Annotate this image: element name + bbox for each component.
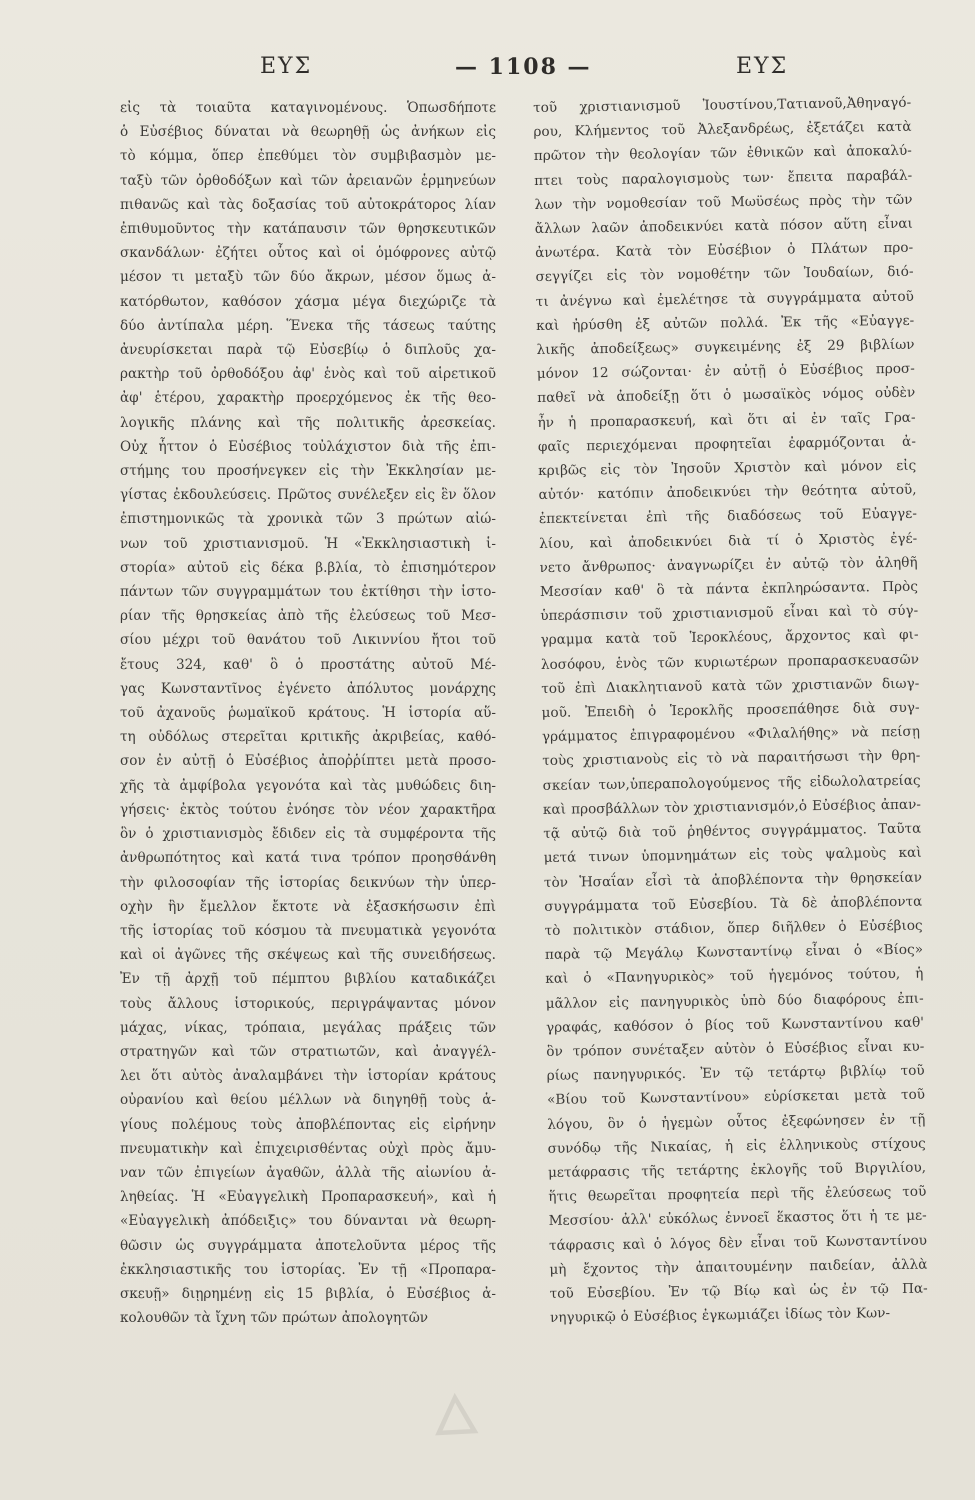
text-line: τὴν φιλοσοφίαν τῆς ἱστορίας δεικνύων τὴν ὑπερ- xyxy=(120,874,496,891)
text-line: Οὐχ ἧττον ὁ Εὐσέβιος τοὐλάχιστον διὰ τῆς ἐπι- xyxy=(120,438,496,455)
text-line: οὐρανίου καὶ θείου μέλλων νὰ διηγηθῇ τοὺς ἁ- xyxy=(120,1092,496,1109)
text-line: γραφάς, καθόσον ὁ βίος τοῦ Κωνσταντίνου καθ' xyxy=(545,1014,925,1036)
text-line: πνευματικὴν καὶ ἐπιχειρισθέντας οὐχὶ πρὸς ἄμυ- xyxy=(120,1140,496,1157)
text-line: στορία» αὐτοῦ εἰς δέκα β.βλία, τὸ ἐπισημότερον xyxy=(120,559,496,576)
text-line: «Εὐαγγελικὴ ἀπόδειξις» του δύνανται νὰ θεωρη- xyxy=(120,1213,496,1230)
text-line: θῶσιν ὡς συγγράμματα ἀποτελοῦντα μέρος τῆς xyxy=(120,1237,496,1254)
text-line: μὴ ἔχοντος τὴν ἀπαιτουμένην παιδείαν, ἀλλὰ xyxy=(549,1256,928,1278)
text-line: κριβῶς εἰς τὸν Ἰησοῦν Χριστὸν καὶ μόνον εἰς xyxy=(538,457,917,480)
text-line: μετά τινων ὑπομνημάτων εἰς τοὺς ψαλμοὺς καὶ xyxy=(543,844,922,867)
text-line: γήσεις· ἐκτὸς τούτου ἐνόησε τὸν νέον χαρακτῆρα xyxy=(120,801,496,818)
text-line: μάχας, νίκας, τρόπαια, μεγάλας πράξεις τῶν xyxy=(120,1019,496,1036)
text-line: μέσον τι μεταξὺ τῶν δύο ἄκρων, μέσον ὅμως ἀ- xyxy=(120,269,496,286)
text-line: λίου, καὶ ἀποδεικνύει διὰ τί ὁ Χριστὸς ἐγέ- xyxy=(539,530,918,552)
header-right-word: ΕΥΣ xyxy=(736,54,789,79)
text-line: γραμμα κατὰ τοῦ Ἱεροκλέους, ἄρχοντος καὶ φι- xyxy=(540,627,919,649)
text-line: καὶ οἱ ἀγῶνες τῆς σκέψεως καὶ τῆς συνειδήσεως. xyxy=(120,947,496,964)
text-line: Ἐν τῇ ἀρχῇ τοῦ πέμπτου βιβλίου καταδικάζει xyxy=(120,971,496,988)
text-line: ἐπιθυμοῦντος τὴν κατάπαυσιν τῶν θρησκευτικῶν xyxy=(120,221,496,238)
text-line: τὸν Ἡσαΐαν εἶσὶ τὰ ἀποβλέποντα τὴν θρησκείαν xyxy=(543,869,923,891)
text-line: σίου μέχρι τοῦ θανάτου τοῦ Λικιννίου ἤτοι τοῦ xyxy=(120,632,496,649)
text-line: συγγράμματα τοῦ Εὐσεβίου. Τὰ δὲ ἀποβλέποντα xyxy=(544,893,923,915)
text-line: πρῶτον τὴν θεολογίαν τῶν ἐθνικῶν καὶ ἀποκαλύ- xyxy=(533,143,912,165)
text-line: Μεσσίαν καθ' ὃ τὰ πάντα ἐκπληρώσαντα. Πρὸς xyxy=(539,578,919,601)
page-number: — 1108 — xyxy=(455,54,592,80)
header-left-word: ΕΥΣ xyxy=(260,54,313,79)
text-line: γράμματος ἐπιγραφομένου «Φιλαλήθης» νὰ πείσῃ xyxy=(541,723,921,746)
page-header xyxy=(110,54,830,90)
text-line: σεγγίζει εἰς τὸν νομοθέτην τῶν Ἰουδαίων, διό- xyxy=(535,264,914,286)
text-line: ὑπεράσπισιν τοῦ χριστιανισμοῦ εἶναι καὶ τὸ σύγ- xyxy=(540,602,919,625)
text-line: πάντων τῶν συγγραμμάτων του ἐκτίθησι τὴν ἱστο- xyxy=(120,584,496,601)
text-line: ἀνωτέρα. Κατὰ τὸν Εὐσέβιον ὁ Πλάτων προ- xyxy=(535,239,914,262)
text-line: ὁ Εὐσέβιος δύναται νὰ θεωρηθῇ ὡς ἀνήκων εἰς xyxy=(120,124,496,141)
text-line: δύο ἀντίπαλα μέρη. Ἕνεκα τῆς τάσεως ταύτης xyxy=(120,317,496,334)
text-line: ρου, Κλήμεντος τοῦ Ἀλεξανδρέως, ἐξετάζει κατὰ xyxy=(533,118,912,141)
text-line: καὶ ἠρύσθη ἐξ αὐτῶν πολλά. Ἐκ τῆς «Εὐαγγε- xyxy=(536,312,915,334)
text-line: τη οὐδόλως στερεῖται κριτικῆς ἀκριβείας, καθό- xyxy=(120,729,496,746)
text-line: ἔτους 324, καθ' ὃ ὁ προστάτης αὐτοῦ Μέ- xyxy=(120,656,496,673)
text-line: τάφρασις καὶ ὁ λόγος δὲν εἶναι τοῦ Κωνσταντίνου xyxy=(548,1232,928,1254)
text-line: τοὺς ἄλλους ἱστορικούς, περιγράψαντας μόνον xyxy=(120,995,496,1012)
text-line: συνόδῳ τῆς Νικαίας, ἡ εἰς ἑλληνικοὺς στίχους xyxy=(547,1135,926,1157)
text-line: πιθανῶς καὶ τὰς δοξασίας τοῦ αὐτοκράτορος λίαν xyxy=(120,196,496,213)
text-line: ληθείας. Ἡ «Εὐαγγελικὴ Προπαρασκευή», καὶ ἡ xyxy=(120,1189,496,1206)
text-line: ἀνθρωπότητος καὶ κατά τινα τρόπον προησθάνθη xyxy=(120,850,496,867)
left-text-column xyxy=(120,96,496,1330)
text-line: σον ἐν αὐτῇ ὁ Εὐσέβιος ἀποῤῥίπτει μετὰ προσο- xyxy=(120,753,496,770)
text-line: λει ὅτι αὐτὸς ἀναλαμβάνει τὴν ἱστορίαν κράτους xyxy=(120,1068,496,1085)
text-line: παρὰ τῷ Μεγάλῳ Κωνσταντίνῳ εἶναι ὁ «Βίος» xyxy=(544,941,924,964)
text-line: τοῦ ἀχανοῦς ῥωμαϊκοῦ κράτους. Ἡ ἱστορία αὕ- xyxy=(120,705,496,722)
text-line: τοῦ Εὐσεβίου. Ἐν τῷ Βίῳ καὶ ὡς ἐν τῷ Πα- xyxy=(549,1280,928,1302)
text-line: γίους πολέμους τοὺς ἀποβλέποντας εἰς εἰρήνην xyxy=(120,1116,496,1133)
text-line: τὸ κόμμα, ὅπερ ἐπεθύμει τὸν συμβιβασμὸν με- xyxy=(120,148,496,165)
text-line: σκανδάλων· ἐζήτει οὗτος καὶ οἱ ὁμόφρονες αὐτῷ xyxy=(120,245,496,262)
text-line: στρατηγῶν καὶ τῶν στρατιωτῶν, καὶ ἀναγγέλ- xyxy=(120,1043,496,1060)
text-line: ἄλλων λαῶν ἀποδεικνύει κατὰ πόσον αὕτη εἶναι xyxy=(534,215,913,238)
text-line: ἐπεκτείνεται ἐπὶ τῆς διαδόσεως τοῦ Εὐαγγε- xyxy=(538,506,917,528)
text-line: ταξὺ τῶν ὀρθοδόξων καὶ τῶν ἀρειανῶν ἑρμηνεύων xyxy=(120,172,496,189)
text-line: χῆς τὰ ἀμφίβολα γεγονότα καὶ τὰς μυθώδεις διη- xyxy=(120,777,496,794)
text-line: μᾶλλον εἰς πανηγυρικὸς ὑπὸ δύο διαφόρους ἐπι- xyxy=(545,990,924,1012)
text-line: γας Κωνσταντῖνος ἐγένετο ἀπόλυτος μονάρχης xyxy=(120,680,496,697)
text-line: ὃν ὁ χριστιανισμὸς ἔδιδεν εἰς τὰ συμφέροντα τῆς xyxy=(120,826,496,843)
text-line: ἀφ' ἑτέρου, χαρακτὴρ προερχόμενος ἐκ τῆς θεο- xyxy=(120,390,496,407)
text-line: νηγυρικῷ ὁ Εὐσέβιος ἐγκωμιάζει ἰδίως τὸν Κων- xyxy=(549,1305,891,1327)
text-line: οχὴν ἣν ἔμελλον ἔκτοτε νὰ ἐξασκήσωσιν ἐπὶ xyxy=(120,898,496,915)
text-line: ὃν τρόπον συνέταξεν αὐτὸν ὁ Εὐσέβιος εἶναι κυ- xyxy=(546,1038,925,1060)
text-line: ἦν ἡ προπαρασκευή, καὶ ὅτι αἱ ἐν ταῖς Γρα- xyxy=(537,409,916,431)
text-line: πτει τοὺς παραλογισμοὺς των· ἔπειτα παραβάλ- xyxy=(534,167,913,189)
text-line: λόγου, ὃν ὁ ἡγεμὼν οὗτος ἐξεφώνησεν ἐν τῇ xyxy=(547,1111,926,1133)
text-line: νετο ἄνθρωπος· ἀναγνωρίζει ἐν αὐτῷ τὸν ἀληθῆ xyxy=(539,554,918,576)
text-line: ναν τῶν ἐπιγείων ἀγαθῶν, ἀλλὰ τῆς αἰωνίου ἀ- xyxy=(120,1164,496,1181)
text-line: τὸ πολιτικὸν στάδιον, ὅπερ διῆλθεν ὁ Εὐσέβιος xyxy=(544,917,923,939)
right-text-column xyxy=(533,91,928,1331)
text-line: λων τὴν νομοθεσίαν τοῦ Μωϋσέως πρὸς τὴν τῶν xyxy=(534,191,913,213)
text-line: στήμης του προσήνεγκεν εἰς τὴν Ἐκκλησίαν με- xyxy=(120,463,496,480)
text-line: λογικῆς πλάνης καὶ τῆς πολιτικῆς ἀρεσκείας. xyxy=(120,414,496,431)
text-line: τοὺς χριστιανοὺς εἰς τὸ νὰ παραιτήσωσι τὴν θρη- xyxy=(542,748,921,770)
text-line: σκευῇ» διῃρημένῃ εἰς 15 βιβλία, ὁ Εὐσέβιος ἀ- xyxy=(120,1285,496,1302)
text-line: τοῦ χριστιανισμοῦ Ἰουστίνου,Τατιανοῦ,Ἀθηναγό- xyxy=(533,94,912,116)
text-line: λικῆς ἀποδείξεως» συγκειμένης ἐξ 29 βιβλίων xyxy=(536,336,915,359)
text-line: εἰς τὰ τοιαῦτα καταγινομένους. Ὁπωσδήποτε xyxy=(120,100,496,116)
text-line: ἥτις θεωρεῖται προφητεία περὶ τῆς ἐλεύσεως τοῦ xyxy=(548,1183,927,1206)
text-line: ρίαν τῆς θρησκείας ἀπὸ τῆς ἐλεύσεως τοῦ Μεσ- xyxy=(120,608,496,625)
text-line: Μεσσίου· ἀλλ' εὐκόλως ἐννοεῖ ἕκαστος ὅτι ἡ τε με- xyxy=(548,1207,927,1230)
text-line: τᾷ αὐτῷ διὰ τοῦ ῥηθέντος συγγράμματος. Ταῦτα xyxy=(543,820,922,843)
text-line: μόνον 12 σώζονται· ἐν αὐτῇ ὁ Εὐσέβιος προσ- xyxy=(536,360,915,383)
text-line: ἐπιστημονικῶς τὰ χρονικὰ τῶν 3 πρώτων αἰώ- xyxy=(120,511,496,528)
text-line: ἐκκλησιαστικῆς του ἱστορίας. Ἐν τῇ «Προπαρα- xyxy=(120,1261,496,1278)
text-line: μετάφρασις τῆς τετάρτης ἐκλογῆς τοῦ Βιργιλίου, xyxy=(547,1159,927,1181)
text-line: τοῦ ἐπὶ Διακλητιανοῦ κατὰ τῶν χριστιανῶν διωγ- xyxy=(541,675,920,697)
text-line: τι ἀνέγνω καὶ ἐμελέτησε τὰ συγγράμματα αὐτοῦ xyxy=(535,288,914,310)
text-line: φαῖς περιεχόμεναι προφητεῖαι ἐφαρμόζονται ἀ- xyxy=(537,433,916,455)
text-line: σκείαν των,ὑπεραπολογούμενος τῆς εἰδωλολατρείας xyxy=(542,772,921,794)
text-line: ἀνευρίσκεται παρὰ τῷ Εὐσεβίῳ ὁ διπλοῦς χα- xyxy=(120,342,496,359)
text-line: μοῦ. Ἐπειδὴ ὁ Ἱεροκλῆς προσεπάθησε διὰ συγ- xyxy=(541,699,920,722)
text-line: τῆς ἱστορίας τοῦ κόσμου τὰ πνευματικὰ γεγονότα xyxy=(120,922,496,939)
text-line: καὶ προσβάλλων τὸν χριστιανισμόν,ὁ Εὐσέβιος ἀπαν- xyxy=(542,796,922,818)
text-line: καὶ ὁ «Πανηγυρικὸς» τοῦ ἡγεμόνος τούτου, ἡ xyxy=(545,965,924,988)
text-line: «Βίου τοῦ Κωνσταντίνου» εὑρίσκεται μετὰ τοῦ xyxy=(546,1086,926,1109)
text-line: αὐτόν· κατόπιν ἀποδεικνύει τὴν θεότητα αὐτοῦ, xyxy=(538,481,917,504)
text-line: ρίως πανηγυρικός. Ἐν τῷ τετάρτῳ βιβλίῳ τοῦ xyxy=(546,1062,925,1085)
text-line: κολουθῶν τὰ ἴχνη τῶν πρώτων ἀπολογητῶν xyxy=(120,1310,429,1327)
text-line: νων τοῦ χριστιανισμοῦ. Ἡ «Ἐκκλησιαστικὴ ἱ- xyxy=(120,535,496,552)
text-line: παθεῖ νὰ ἀποδείξῃ ὅτι ὁ μωσαϊκὸς νόμος οὐδὲν xyxy=(537,385,916,407)
text-line: ρακτὴρ τοῦ ὀρθοδόξου ἀφ' ἑνὸς καὶ τοῦ αἱρετικοῦ xyxy=(120,366,496,383)
text-line: λοσόφου, ἑνὸς τῶν κυριωτέρων προπαρασκευασῶν xyxy=(540,651,920,673)
faint-watermark: 🜂 xyxy=(429,1381,488,1450)
text-line: γίστας ἐκδουλεύσεις. Πρῶτος συνέλεξεν εἰς ἓν ὅλον xyxy=(120,487,496,504)
text-line: κατόρθωτον, καθόσον χάσμα μέγα διεχώριζε τὰ xyxy=(120,293,496,310)
